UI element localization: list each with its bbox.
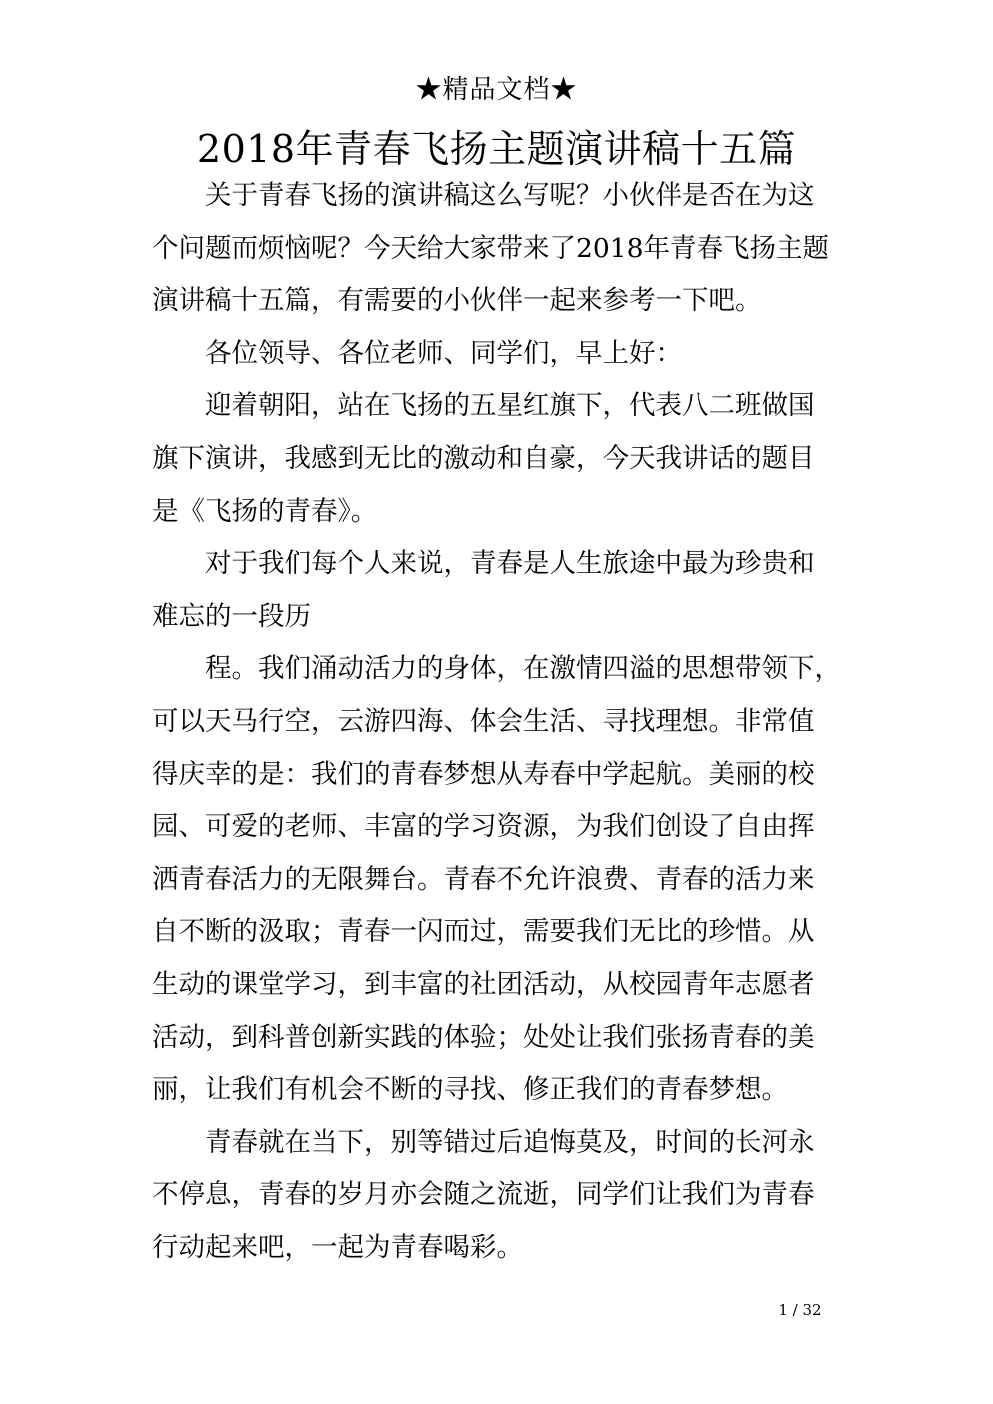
text-line: 园、可爱的老师、丰富的学习资源，为我们创设了自由挥 — [152, 811, 815, 843]
document-title: 2018年青春飞扬主题演讲稿十五篇 — [196, 127, 797, 171]
text-line: 行动起来吧，一起为青春喝彩。 — [152, 1231, 523, 1263]
text-line: 旗下演讲，我感到无比的激动和自豪，今天我讲话的题目 — [152, 442, 815, 474]
text-line: 是《飞扬的青春》。 — [152, 495, 378, 527]
text-line: 青春就在当下，别等错过后追悔莫及，时间的长河永 — [205, 1126, 815, 1158]
text-line: 个问题而烦恼呢？今天给大家带来了2018年青春飞扬主题 — [152, 232, 829, 264]
paragraph-greeting — [152, 328, 832, 381]
text-line: 自不断的汲取；青春一闪而过，需要我们无比的珍惜。从 — [152, 916, 815, 948]
text-line: 关于青春飞扬的演讲稿这么写呢？小伙伴是否在为这 — [205, 180, 815, 211]
paragraph-closing — [152, 1117, 832, 1275]
paragraph-school-life — [152, 643, 841, 1116]
text-line: 迎着朝阳，站在飞扬的五星红旗下，代表八二班做国 — [205, 390, 815, 422]
paragraph-opening — [152, 380, 832, 538]
document-body — [152, 170, 841, 1274]
text-line: 演讲稿十五篇，有需要的小伙伴一起来参考一下吧。 — [152, 285, 762, 317]
text-line: 生动的课堂学习，到丰富的社团活动，从校园青年志愿者 — [152, 968, 815, 1000]
paragraph-intro — [152, 170, 832, 328]
text-line: 得庆幸的是：我们的青春梦想从寿春中学起航。美丽的校 — [152, 758, 815, 790]
document-header: ★精品文档★ — [415, 75, 578, 105]
text-line: 洒青春活力的无限舞台。青春不允许浪费、青春的活力来 — [152, 863, 815, 895]
text-line: 对于我们每个人来说，青春是人生旅途中最为珍贵和 — [205, 548, 815, 580]
text-line: 程。我们涌动活力的身体，在激情四溢的思想带领下， — [205, 653, 841, 685]
text-line: 难忘的一段历 — [152, 600, 311, 632]
text-line: 丽，让我们有机会不断的寻找、修正我们的青春梦想。 — [152, 1074, 788, 1106]
text-line: 各位领导、各位老师、同学们，早上好： — [205, 337, 682, 369]
text-line: 活动，到科普创新实践的体验；处处让我们张扬青春的美 — [152, 1021, 815, 1053]
page-number: 1 / 32 — [778, 1301, 822, 1319]
text-line: 不停息，青春的岁月亦会随之流逝，同学们让我们为青春 — [152, 1179, 815, 1211]
paragraph-youth-precious — [152, 538, 832, 643]
text-line: 可以天马行空，云游四海、体会生活、寻找理想。非常值 — [152, 705, 815, 737]
